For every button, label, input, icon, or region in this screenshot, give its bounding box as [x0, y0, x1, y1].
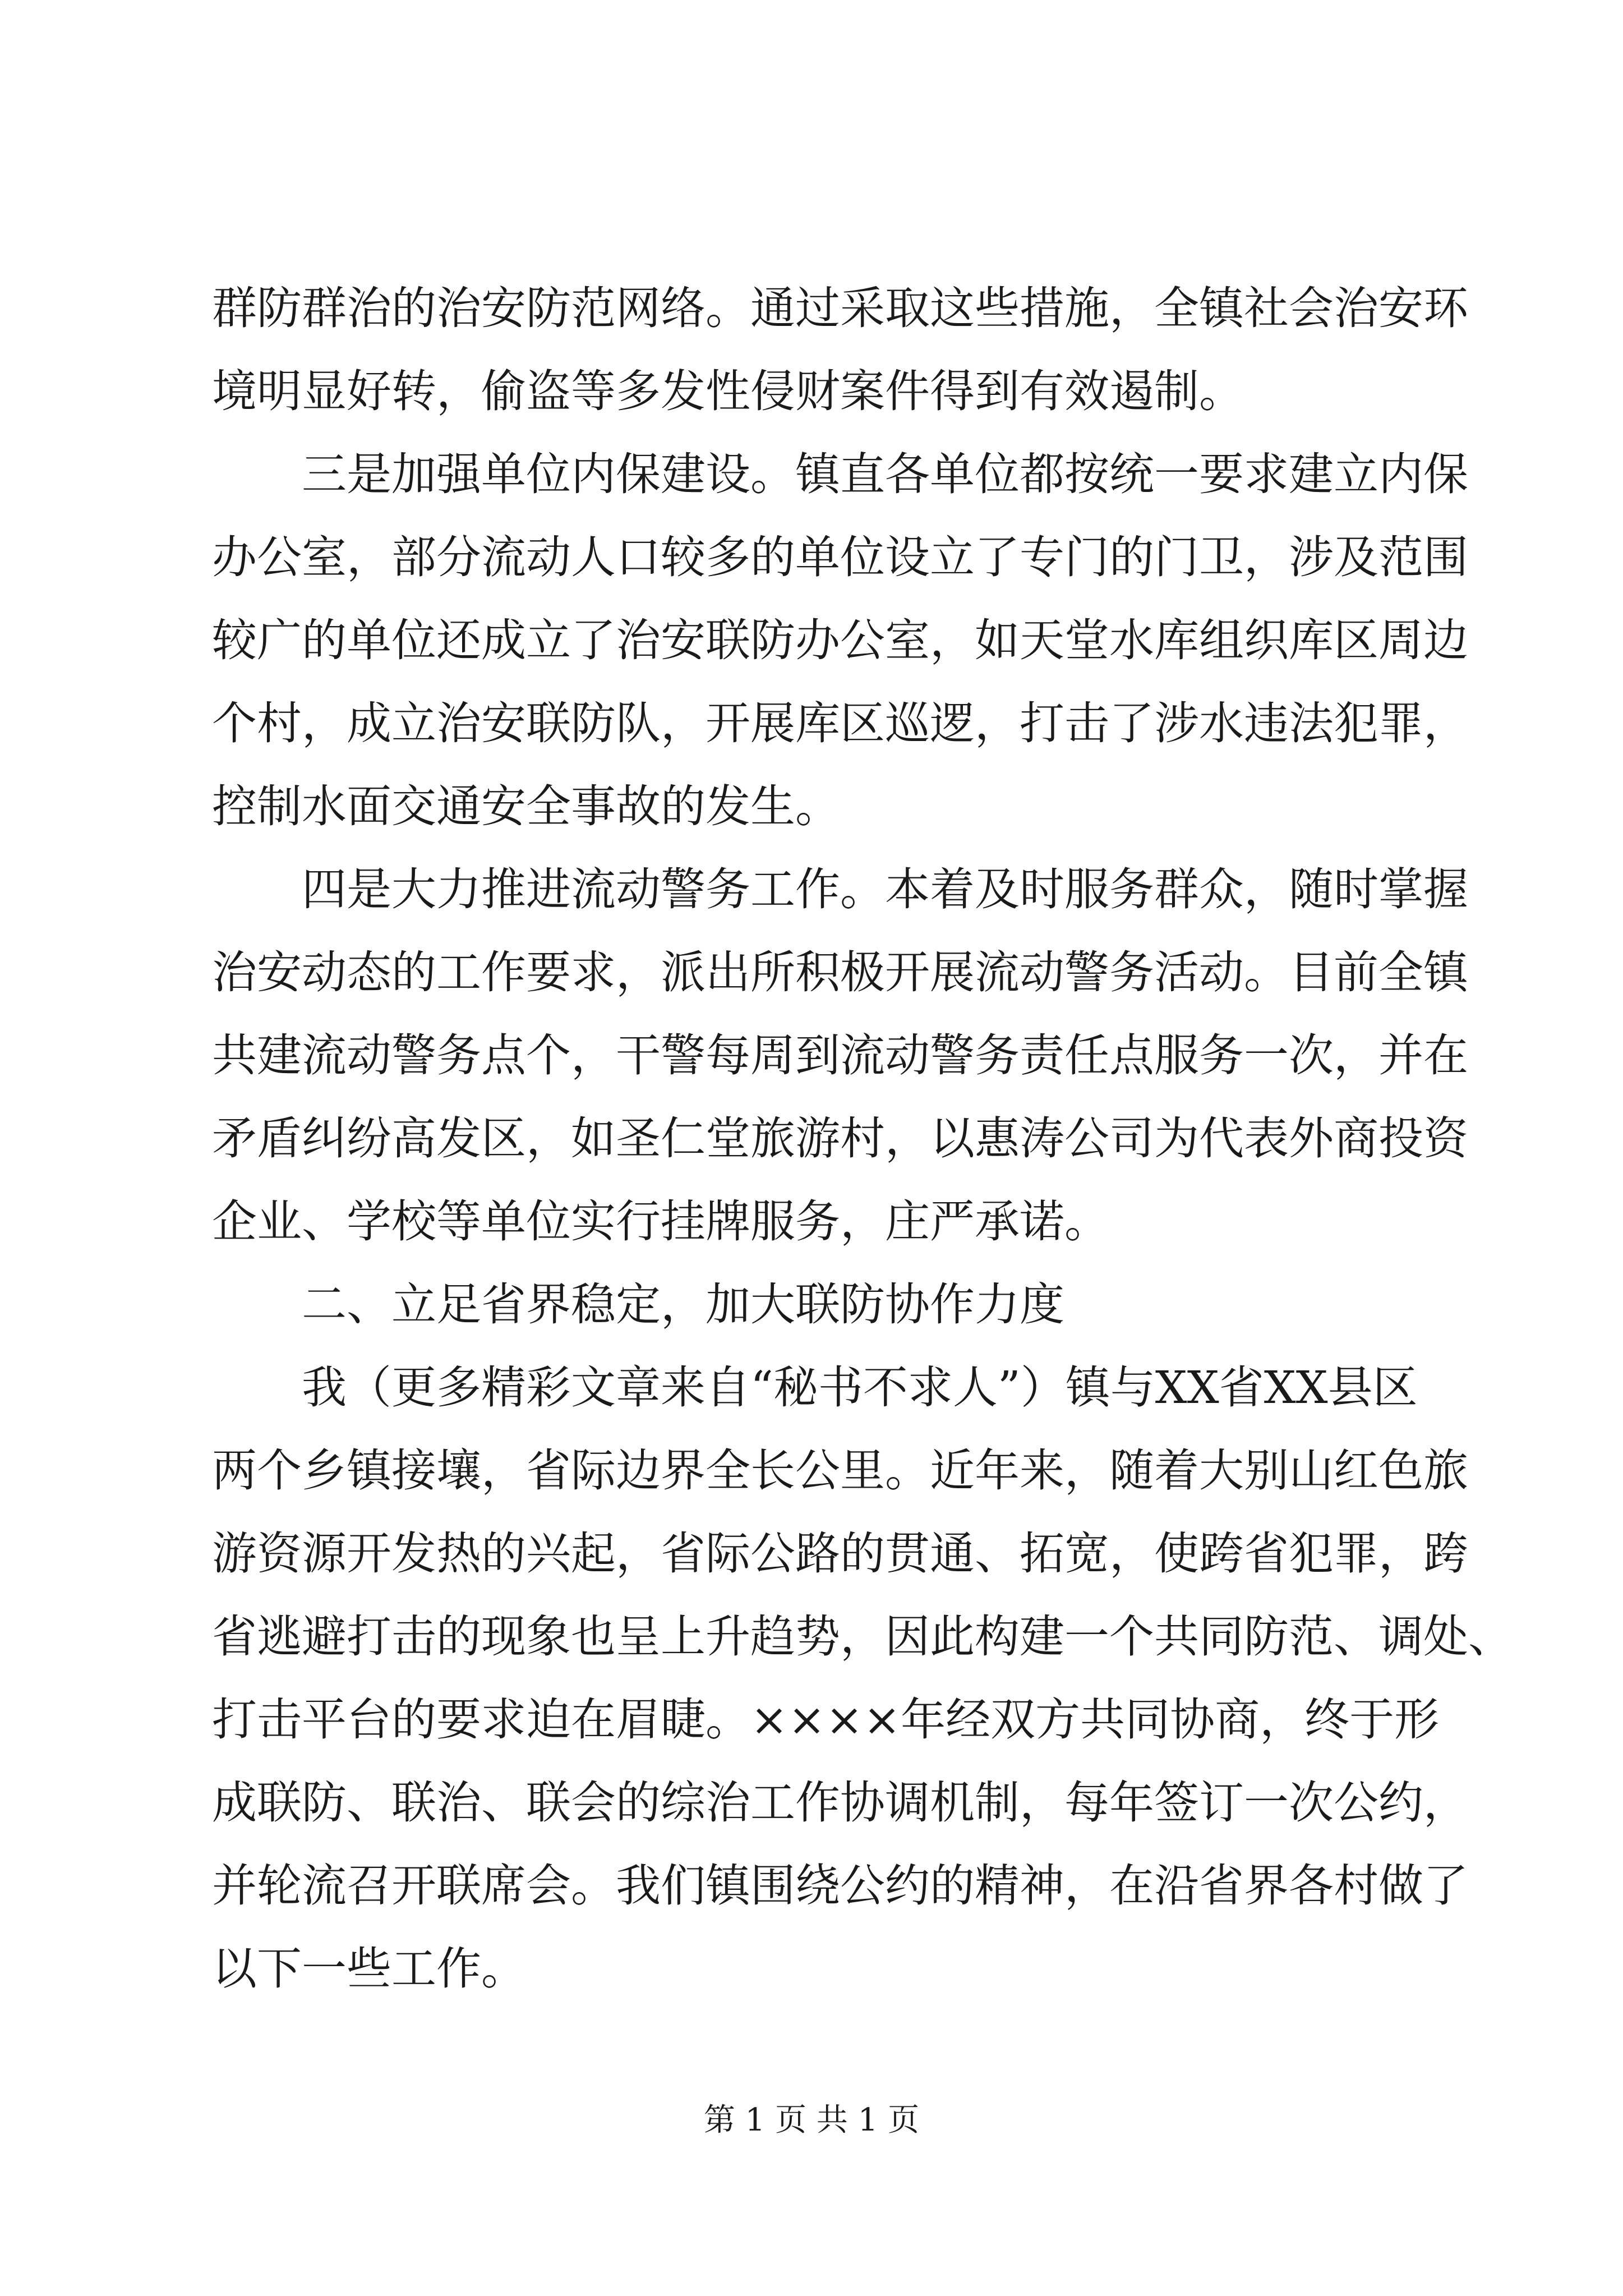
text-line: 四是大力推进流动警务工作。本着及时服务群众，随时掌握: [302, 863, 1468, 915]
text-line: 游资源开发热的兴起，省际公路的贯通、拓宽，使跨省犯罪，跨: [212, 1527, 1468, 1580]
text-line: 共建流动警务点个，干警每周到流动警务责任点服务一次，并在: [212, 1029, 1468, 1082]
text-line: 办公室，部分流动人口较多的单位设立了专门的门卫，涉及范围: [212, 531, 1468, 583]
text-line: 较广的单位还成立了治安联防办公室，如天堂水库组织库区周边: [212, 614, 1468, 666]
text-line: 二、立足省界稳定，加大联防协作力度: [302, 1278, 1064, 1331]
text-line: 矛盾纠纷高发区，如圣仁堂旅游村，以惠涛公司为代表外商投资: [212, 1112, 1468, 1165]
page-footer: 第 1 页 共 1 页: [703, 2102, 920, 2138]
text-line: 成联防、联治、联会的综治工作协调机制，每年签订一次公约，: [212, 1777, 1468, 1829]
text-line: 个村，成立治安联防队，开展库区巡逻，打击了涉水违法犯罪，: [212, 697, 1468, 749]
text-line: 境明显好转，偷盗等多发性侵财案件得到有效遏制。: [212, 365, 1244, 417]
text-line: 我（更多精彩文章来自“秘书不求人”）镇与XX省XX县区: [302, 1361, 1418, 1414]
text-line: 并轮流召开联席会。我们镇围绕公约的精神，在沿省界各村做了: [212, 1860, 1468, 1912]
text-line: 控制水面交通安全事故的发生。: [212, 780, 840, 832]
text-line: 打击平台的要求迫在眉睫。××××年经双方共同协商，终于形: [212, 1694, 1440, 1746]
document-body: [212, 267, 1513, 2010]
text-line: 三是加强单位内保建设。镇直各单位都按统一要求建立内保: [302, 448, 1468, 500]
text-line: 治安动态的工作要求，派出所积极开展流动警务活动。目前全镇: [212, 946, 1468, 999]
text-line: 省逃避打击的现象也呈上升趋势，因此构建一个共同防范、调处、: [212, 1611, 1513, 1663]
text-line: 企业、学校等单位实行挂牌服务，庄严承诺。: [212, 1195, 1109, 1248]
text-line: 两个乡镇接壤，省际边界全长公里。近年来，随着大别山红色旅: [212, 1444, 1468, 1497]
text-line: 群防群治的治安防范网络。通过采取这些措施，全镇社会治安环: [212, 282, 1468, 334]
text-line: 以下一些工作。: [212, 1943, 526, 1995]
